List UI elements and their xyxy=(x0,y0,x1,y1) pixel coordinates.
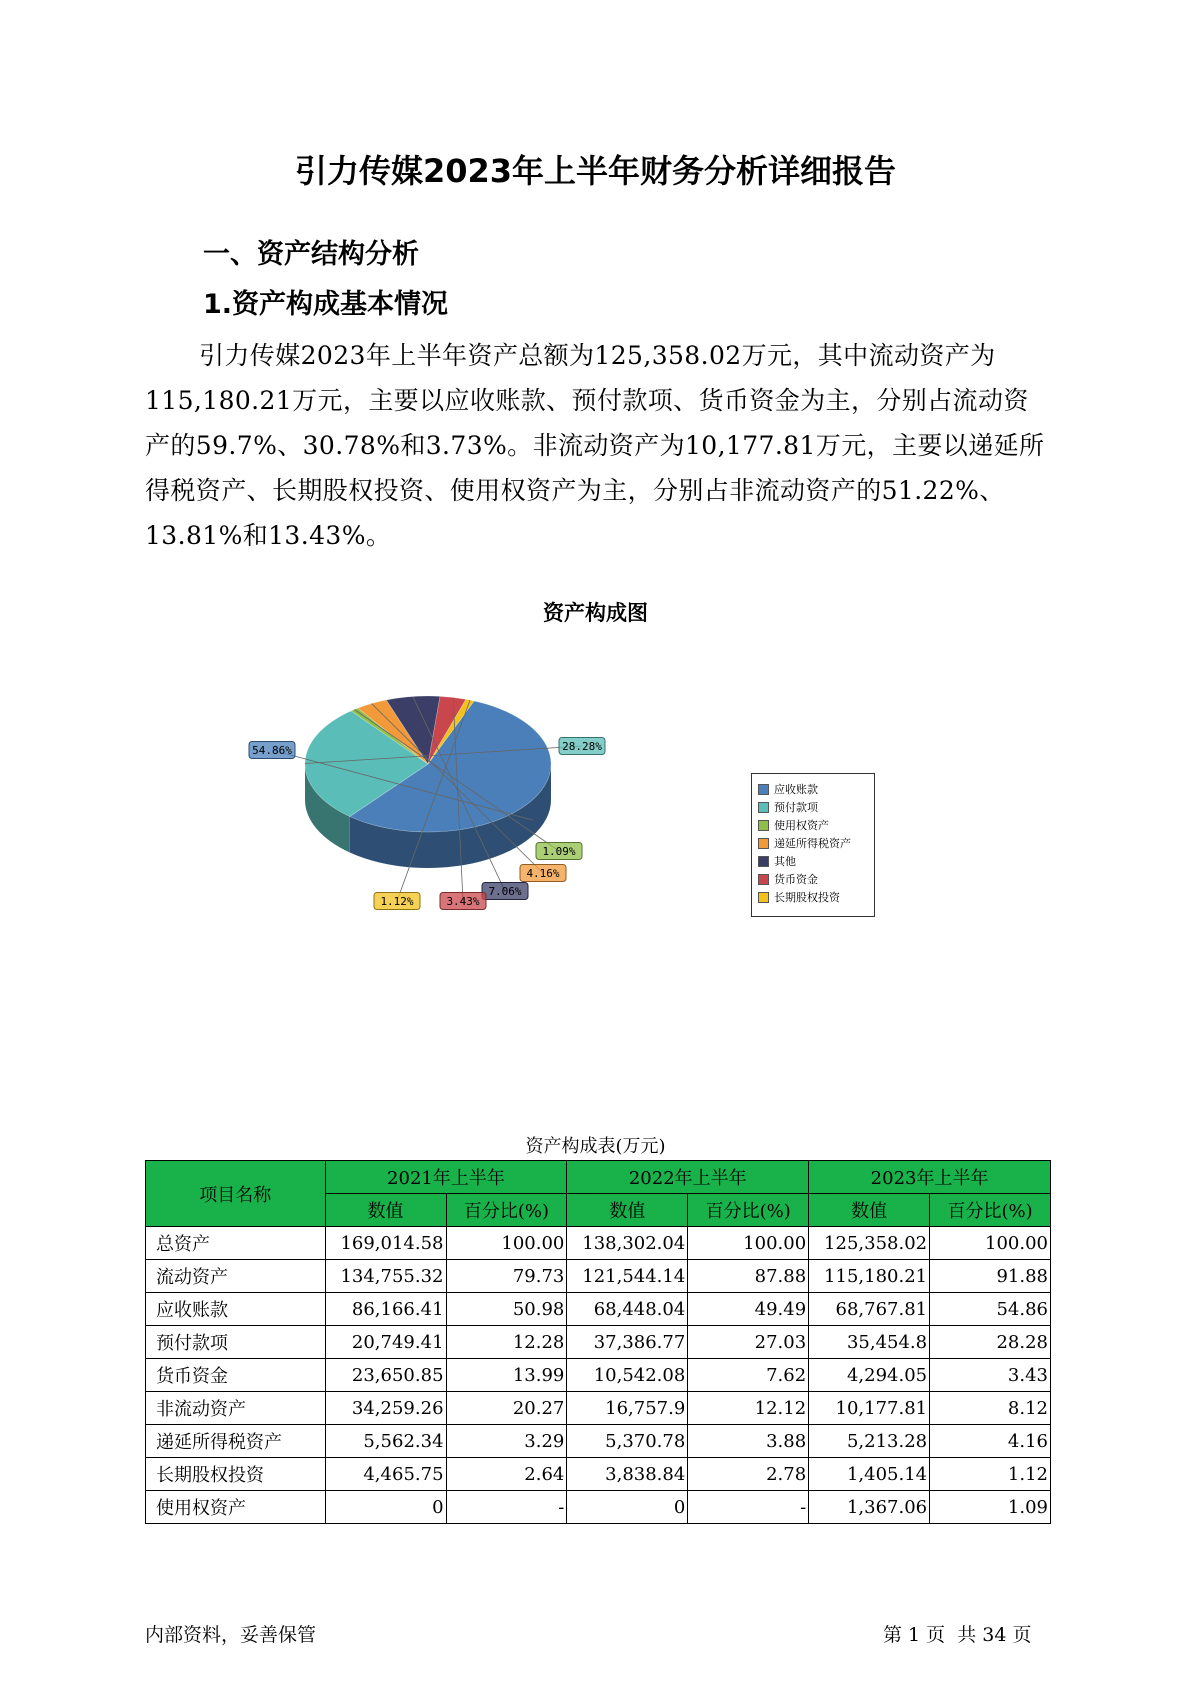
table-cell: 68,448.04 xyxy=(567,1293,688,1326)
table-cell: 169,014.58 xyxy=(325,1227,446,1260)
chart-title: 资产构成图 xyxy=(543,601,648,625)
table-cell: 4,294.05 xyxy=(809,1359,930,1392)
pie-tops xyxy=(305,696,551,832)
table-cell: 13.99 xyxy=(446,1359,567,1392)
table-cell: 3.29 xyxy=(446,1425,567,1458)
table-row xyxy=(146,1227,1051,1260)
legend-swatch xyxy=(758,856,769,867)
table-cell: 1.12 xyxy=(930,1458,1051,1491)
table-cell: 12.12 xyxy=(688,1392,809,1425)
chart-legend xyxy=(751,773,875,917)
table-cell: 4.16 xyxy=(930,1425,1051,1458)
table-row xyxy=(146,1359,1051,1392)
percent-header: 百分比(%) xyxy=(446,1194,567,1227)
table-cell: 10,177.81 xyxy=(809,1392,930,1425)
table-cell: 134,755.32 xyxy=(325,1260,446,1293)
legend-label: 货币资金 xyxy=(774,873,818,886)
table-cell: 20.27 xyxy=(446,1392,567,1425)
table-cell: 121,544.14 xyxy=(567,1260,688,1293)
table-cell: 8.12 xyxy=(930,1392,1051,1425)
pie-data-label: 3.43% xyxy=(446,895,480,908)
legend-label: 长期股权投资 xyxy=(774,891,840,904)
footer-page-number: 第 1 页 共 34 页 xyxy=(883,1624,1032,1646)
table-row xyxy=(146,1293,1051,1326)
legend-label: 预付款项 xyxy=(774,801,818,814)
legend-label: 递延所得税资产 xyxy=(774,837,851,850)
table-cell: 5,370.78 xyxy=(567,1425,688,1458)
table-cell: 1,405.14 xyxy=(809,1458,930,1491)
table-cell: 68,767.81 xyxy=(809,1293,930,1326)
page-title: 引力传媒2023年上半年财务分析详细报告 xyxy=(294,152,897,190)
legend-item xyxy=(758,780,868,798)
value-header: 数值 xyxy=(809,1194,930,1227)
legend-swatch xyxy=(758,892,769,903)
legend-swatch xyxy=(758,874,769,885)
pie-data-label: 7.06% xyxy=(488,885,522,898)
legend-label: 其他 xyxy=(774,855,796,868)
table-cell: 91.88 xyxy=(930,1260,1051,1293)
legend-item xyxy=(758,816,868,834)
row-label: 货币资金 xyxy=(146,1359,326,1392)
footer-confidential: 内部资料，妥善保管 xyxy=(145,1624,317,1646)
table-cell: 1,367.06 xyxy=(809,1491,930,1524)
table-cell: 20,749.41 xyxy=(325,1326,446,1359)
table-cell: 115,180.21 xyxy=(809,1260,930,1293)
table-cell: 4,465.75 xyxy=(325,1458,446,1491)
row-label: 总资产 xyxy=(146,1227,326,1260)
table-cell: 49.49 xyxy=(688,1293,809,1326)
table-cell: 1.09 xyxy=(930,1491,1051,1524)
body-paragraph: 引力传媒2023年上半年资产总额为125,358.02万元，其中流动资产为115,180.21万元，主要以应收账款、预付款项、货币资金为主，分别占流动资产的59.7%、30.78%和3.73%。非流动资产为10,177.81万元，主要以递延所得税资产、长期股权投资、使用权资产为主，分别占非流动资产的51.22%、13.81%和13.43%。 xyxy=(145,341,1045,550)
table-header-row xyxy=(146,1161,1051,1194)
table-row xyxy=(146,1458,1051,1491)
table-cell: 0 xyxy=(567,1491,688,1524)
table-cell: 2.64 xyxy=(446,1458,567,1491)
table-cell: 5,562.34 xyxy=(325,1425,446,1458)
table-cell: 3.43 xyxy=(930,1359,1051,1392)
row-label: 使用权资产 xyxy=(146,1491,326,1524)
row-label: 长期股权投资 xyxy=(146,1458,326,1491)
percent-header: 百分比(%) xyxy=(688,1194,809,1227)
table-cell: 50.98 xyxy=(446,1293,567,1326)
pie-data-label: 54.86% xyxy=(252,744,292,757)
legend-label: 应收账款 xyxy=(774,783,818,796)
table-cell: 79.73 xyxy=(446,1260,567,1293)
legend-item xyxy=(758,834,868,852)
row-label: 递延所得税资产 xyxy=(146,1425,326,1458)
table-cell: 37,386.77 xyxy=(567,1326,688,1359)
legend-swatch xyxy=(758,802,769,813)
pie-data-label: 1.09% xyxy=(542,845,576,858)
value-header: 数值 xyxy=(325,1194,446,1227)
legend-item xyxy=(758,888,868,906)
table-cell: 86,166.41 xyxy=(325,1293,446,1326)
table-cell: 12.28 xyxy=(446,1326,567,1359)
legend-swatch xyxy=(758,820,769,831)
table-cell: 16,757.9 xyxy=(567,1392,688,1425)
table-cell: 100.00 xyxy=(930,1227,1051,1260)
table-cell: 5,213.28 xyxy=(809,1425,930,1458)
pie-data-label: 1.12% xyxy=(380,895,414,908)
legend-item xyxy=(758,798,868,816)
table-cell: 54.86 xyxy=(930,1293,1051,1326)
table-cell: 125,358.02 xyxy=(809,1227,930,1260)
table-row xyxy=(146,1425,1051,1458)
legend-item xyxy=(758,852,868,870)
table-cell: - xyxy=(688,1491,809,1524)
table-cell: 23,650.85 xyxy=(325,1359,446,1392)
pie-data-label: 28.28% xyxy=(562,740,602,753)
period-header: 2021年上半年 xyxy=(325,1161,567,1194)
legend-item xyxy=(758,870,868,888)
subsection-heading: 1.资产构成基本情况 xyxy=(203,289,449,320)
table-row xyxy=(146,1260,1051,1293)
table-cell: 34,259.26 xyxy=(325,1392,446,1425)
value-header: 数值 xyxy=(567,1194,688,1227)
table-row xyxy=(146,1326,1051,1359)
table-row xyxy=(146,1392,1051,1425)
section-heading: 一、资产结构分析 xyxy=(203,239,419,270)
table-cell: 87.88 xyxy=(688,1260,809,1293)
legend-label: 使用权资产 xyxy=(774,819,829,832)
table-cell: 7.62 xyxy=(688,1359,809,1392)
table-cell: 3,838.84 xyxy=(567,1458,688,1491)
table-cell: 35,454.8 xyxy=(809,1326,930,1359)
table-cell: - xyxy=(446,1491,567,1524)
table-row xyxy=(146,1491,1051,1524)
row-label: 非流动资产 xyxy=(146,1392,326,1425)
table-cell: 2.78 xyxy=(688,1458,809,1491)
asset-composition-table xyxy=(145,1160,1051,1524)
table-caption: 资产构成表(万元) xyxy=(525,1136,666,1157)
table-cell: 27.03 xyxy=(688,1326,809,1359)
percent-header: 百分比(%) xyxy=(930,1194,1051,1227)
item-name-header: 项目名称 xyxy=(146,1161,326,1227)
legend-swatch xyxy=(758,838,769,849)
table-cell: 10,542.08 xyxy=(567,1359,688,1392)
pie-data-label: 4.16% xyxy=(526,867,560,880)
period-header: 2022年上半年 xyxy=(567,1161,809,1194)
table-cell: 100.00 xyxy=(688,1227,809,1260)
row-label: 预付款项 xyxy=(146,1326,326,1359)
table-cell: 0 xyxy=(325,1491,446,1524)
row-label: 应收账款 xyxy=(146,1293,326,1326)
period-header: 2023年上半年 xyxy=(809,1161,1051,1194)
table-cell: 100.00 xyxy=(446,1227,567,1260)
table-cell: 3.88 xyxy=(688,1425,809,1458)
table-cell: 28.28 xyxy=(930,1326,1051,1359)
table-cell: 138,302.04 xyxy=(567,1227,688,1260)
row-label: 流动资产 xyxy=(146,1260,326,1293)
legend-swatch xyxy=(758,784,769,795)
